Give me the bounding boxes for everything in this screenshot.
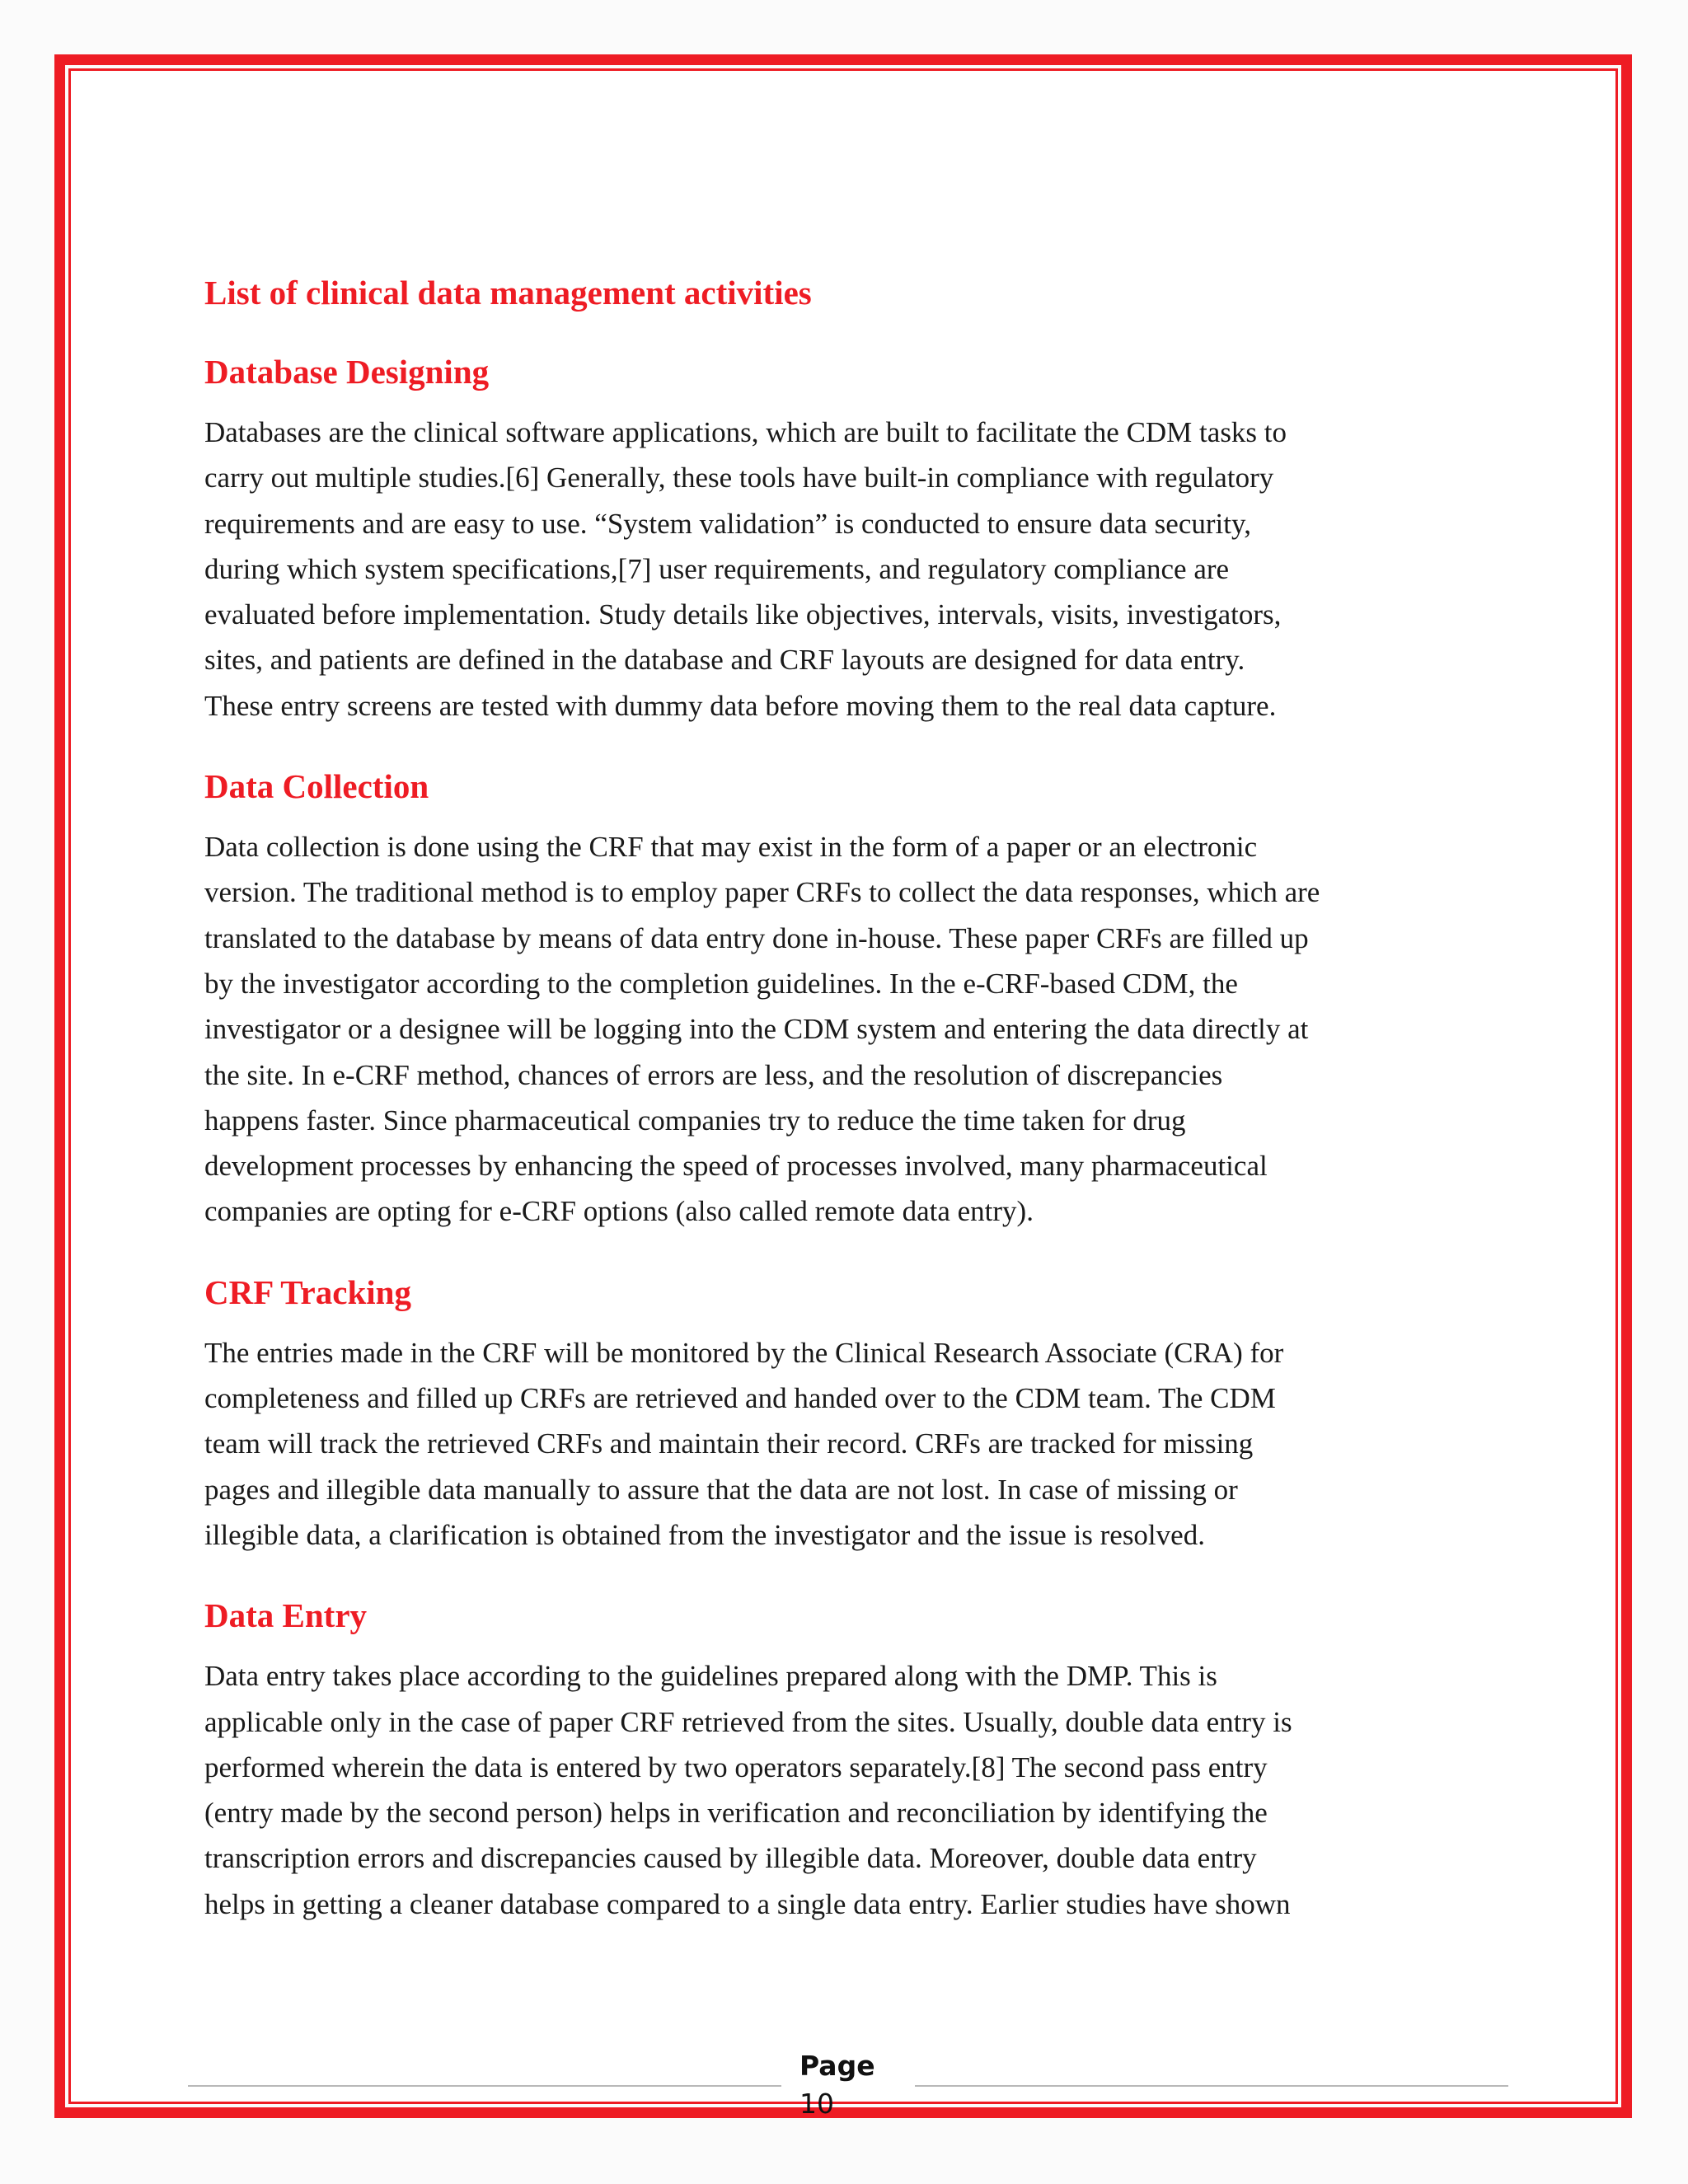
section-paragraph: Data entry takes place according to the guidelines prepared along with the DMP. This is applicable only in the case of paper CRF retrieved from the sites. Usually, double data entry is performed wherein the data is entered by two operators separately.[8] The second pass entry (entry made by the second person) helps in verification and reconciliation by identifying the transcription errors and discrepancies caused by illegible data. Moreover, double data entry helps in getting a cleaner database compared to a single data entry. Earlier studies have shown [204,1660,1292,1920]
section-heading: Data Collection [204,767,429,806]
section-heading: Data Entry [204,1596,368,1635]
main-heading: List of clinical data management activities [204,274,812,312]
footer-rule-right [915,2085,1508,2087]
page-label: Page [799,2050,875,2082]
section-paragraph: Data collection is done using the CRF that may exist in the form of a paper or an electronic version. The traditional method is to employ paper CRFs to collect the data responses, which are translated to the database by means of data entry done in-house. These paper CRFs are filled up by the investigator according to the completion guidelines. In the e-CRF-based CDM, the investigator or a designee will be logging into the CDM system and entering the data directly at the site. In e-CRF method, chances of errors are less, and the resolution of discrepancies happens faster. Since pharmaceutical companies try to reduce the time taken for drug development processes by enhancing the speed of processes involved, many pharmaceutical companies are opting for e-CRF options (also called remote data entry). [204,831,1320,1228]
section-paragraph: Databases are the clinical software applications, which are built to facilitate the CDM tasks to carry out multiple studies.[6] Generally, these tools have built-in compliance with regulatory requirements and are easy to use. “System validation” is conducted to ensure data security, during which system specifications,[7] user requirements, and regulatory compliance are evaluated before implementation. Study details like objectives, intervals, visits, investigators, sites, and patients are defined in the database and CRF layouts are designed for data entry. These entry screens are tested with dummy data before moving them to the real data capture. [204,416,1287,722]
section-paragraph: The entries made in the CRF will be monitored by the Clinical Research Associate (CRA) for completeness and filled up CRFs are retrieved and handed over to the CDM team. The CDM team will track the retrieved CRFs and maintain their record. CRFs are tracked for missing pages and illegible data manually to assure that the data are not lost. In case of missing or illegible data, a clarification is obtained from the investigator and the issue is resolved. [204,1336,1284,1551]
section-heading: CRF Tracking [204,1272,411,1311]
section-data-entry [204,1591,1507,1927]
section-database-designing [204,347,1507,729]
footer-rule-left [188,2085,781,2087]
section-crf-tracking [204,1268,1507,1558]
section-data-collection [204,762,1507,1235]
page-number: 10 [799,2088,834,2120]
section-heading: Database Designing [204,353,490,391]
page-number-footer [799,2047,890,2123]
document-body [204,268,1507,1960]
